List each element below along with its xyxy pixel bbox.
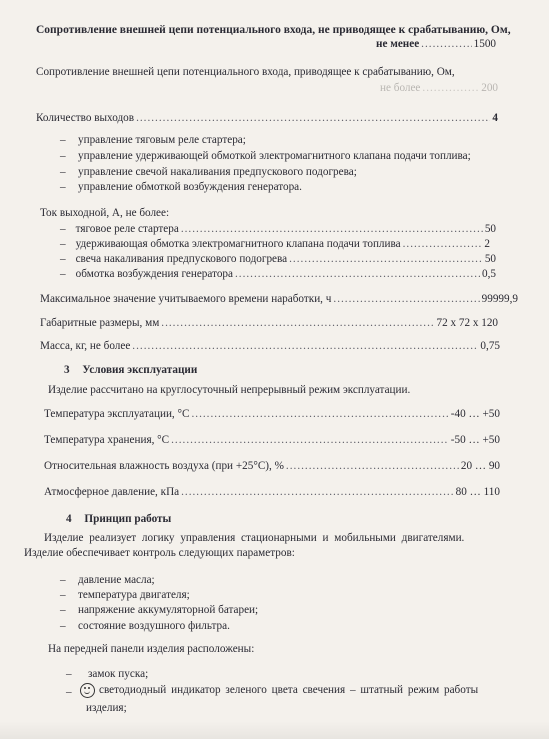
list-item-text: управление тяговым реле стартера; bbox=[78, 134, 246, 146]
list-item-text: замок пуска; bbox=[88, 668, 149, 680]
dash-bullet: – bbox=[60, 223, 66, 235]
dash-bullet: – bbox=[60, 268, 66, 280]
condition-value: -40 … +50 bbox=[450, 408, 500, 420]
list-item-text: управление удерживающей обмоткой электромагнитного клапана подачи топлива; bbox=[78, 150, 471, 162]
condition-row bbox=[44, 408, 500, 420]
current-row-value: 0,5 bbox=[482, 268, 496, 280]
leader-dots bbox=[422, 82, 479, 94]
list-item-text: состояние воздушного фильтра. bbox=[78, 620, 230, 632]
spec-value: 72 х 72 х 120 bbox=[436, 317, 498, 329]
leader-dots bbox=[421, 38, 471, 50]
condition-row bbox=[44, 434, 500, 446]
condition-row bbox=[44, 486, 500, 498]
list-item-text: давление масла; bbox=[78, 574, 155, 586]
dash-bullet: – bbox=[66, 686, 72, 698]
dash-bullet: – bbox=[60, 238, 66, 250]
resistance-trigger-value: 200 bbox=[481, 82, 498, 94]
dash-bullet: – bbox=[60, 589, 66, 601]
condition-value: 20 … 90 bbox=[460, 460, 500, 472]
spec-value: 99999,9 bbox=[481, 293, 518, 305]
current-row-label: тяговое реле стартера bbox=[75, 223, 179, 235]
spec-label: Габаритные размеры, мм bbox=[40, 317, 160, 329]
dash-bullet: – bbox=[60, 253, 66, 265]
leader-dots bbox=[191, 408, 448, 420]
spec-row bbox=[40, 293, 518, 305]
list-item-text: напряжение аккумуляторной батареи; bbox=[78, 604, 259, 616]
spec-label: Масса, кг, не более bbox=[40, 340, 131, 352]
current-row-label: свеча накаливания предпускового подогрева bbox=[75, 253, 288, 265]
section-title: Принцип работы bbox=[84, 513, 172, 525]
current-row bbox=[60, 253, 496, 265]
dash-bullet: – bbox=[60, 604, 66, 616]
resistance-trigger-text: Сопротивление внешней цепи потенциального входа, приводящее к срабатыванию, Ом, bbox=[36, 66, 455, 78]
list-item-text: температура двигателя; bbox=[78, 589, 190, 601]
page-shadow bbox=[0, 721, 549, 739]
outputs-count-value: 4 bbox=[492, 112, 498, 124]
dash-bullet: – bbox=[60, 150, 66, 162]
outputs-count-row bbox=[36, 112, 498, 124]
current-row bbox=[60, 268, 496, 280]
leader-dots bbox=[171, 434, 449, 446]
list-item-text-with-icon bbox=[80, 683, 478, 698]
resistance-no-trigger-text: Сопротивление внешней цепи потенциального входа, не приводящее к срабатыванию, Ом, bbox=[36, 24, 511, 36]
panel-intro: На передней панели изделия расположены: bbox=[48, 643, 255, 655]
section-number: 4 bbox=[66, 513, 72, 525]
current-row bbox=[60, 223, 496, 235]
list-item-text: управление обмоткой возбуждения генератора. bbox=[78, 181, 302, 193]
dash-bullet: – bbox=[60, 166, 66, 178]
condition-value: 80 … 110 bbox=[455, 486, 500, 498]
section-4-para1: Изделие реализует логику управления стационарными и мобильными двигателями. bbox=[44, 532, 465, 544]
resistance-trigger-qualifier: не более bbox=[380, 82, 421, 94]
current-row-value: 2 bbox=[484, 238, 490, 250]
condition-label: Атмосферное давление, кПа bbox=[44, 486, 180, 498]
condition-label: Температура эксплуатации, °С bbox=[44, 408, 190, 420]
list-item-continuation: изделия; bbox=[86, 702, 127, 714]
section-number: 3 bbox=[64, 364, 70, 376]
leader-dots bbox=[333, 293, 479, 305]
dash-bullet: – bbox=[60, 574, 66, 586]
condition-row bbox=[44, 460, 500, 472]
current-row-label: удерживающая обмотка электромагнитного клапана подачи топлива bbox=[75, 238, 401, 250]
leader-dots bbox=[132, 340, 478, 352]
section-3-heading bbox=[64, 364, 197, 376]
condition-label: Относительная влажность воздуха (при +25°С), % bbox=[44, 460, 284, 472]
leader-dots bbox=[235, 268, 480, 280]
section-3-intro: Изделие рассчитано на круглосуточный непрерывный режим эксплуатации. bbox=[48, 384, 411, 396]
dash-bullet: – bbox=[60, 134, 66, 146]
current-row bbox=[60, 238, 490, 250]
resistance-no-trigger-line bbox=[36, 24, 511, 36]
leader-dots bbox=[161, 317, 434, 329]
current-row-value: 50 bbox=[484, 253, 496, 265]
leader-dots bbox=[289, 253, 483, 265]
spec-row bbox=[40, 317, 498, 329]
dash-bullet: – bbox=[60, 181, 66, 193]
current-row-value: 50 bbox=[484, 223, 496, 235]
dash-bullet: – bbox=[66, 668, 72, 680]
current-row-label: обмотка возбуждения генератора bbox=[75, 268, 233, 280]
resistance-trigger-row bbox=[380, 82, 498, 94]
spec-row bbox=[40, 340, 500, 352]
resistance-no-trigger-row bbox=[376, 38, 496, 50]
resistance-trigger-line bbox=[36, 66, 455, 78]
leader-dots bbox=[181, 486, 454, 498]
dash-bullet: – bbox=[60, 620, 66, 632]
section-4-heading bbox=[66, 513, 171, 525]
spec-value: 0,75 bbox=[480, 340, 500, 352]
smiley-face-icon bbox=[80, 683, 95, 698]
section-4-para2: Изделие обеспечивает контроль следующих параметров: bbox=[24, 547, 295, 559]
leader-dots bbox=[286, 460, 459, 472]
section-title: Условия эксплуатации bbox=[82, 364, 198, 376]
resistance-no-trigger-value: 1500 bbox=[473, 38, 496, 50]
leader-dots bbox=[136, 112, 490, 124]
list-item-text: управление свечой накаливания предпускового подогрева; bbox=[78, 166, 357, 178]
spec-label: Максимальное значение учитываемого времени наработки, ч bbox=[40, 293, 332, 305]
condition-value: -50 … +50 bbox=[450, 434, 500, 446]
leader-dots bbox=[403, 238, 483, 250]
outputs-count-label: Количество выходов bbox=[36, 112, 135, 124]
leader-dots bbox=[181, 223, 483, 235]
list-item-text: светодиодный индикатор зеленого цвета свечения – штатный режим работы bbox=[99, 684, 479, 697]
condition-label: Температура хранения, °С bbox=[44, 434, 170, 446]
current-heading: Ток выходной, А, не более: bbox=[40, 207, 170, 219]
resistance-no-trigger-qualifier: не менее bbox=[376, 38, 420, 50]
